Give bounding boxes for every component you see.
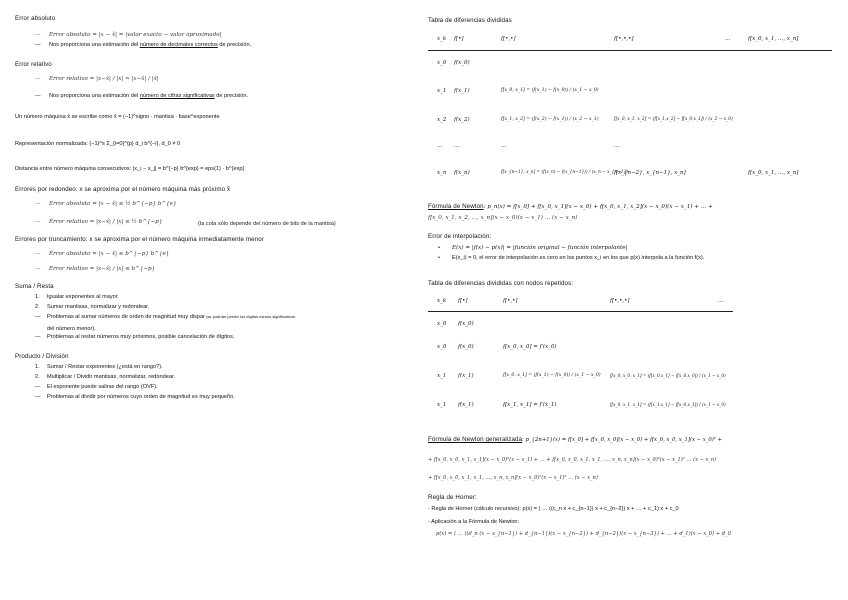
table-cell: f[x_0, x_1, x_1] = (f[x_1,x_1] − f[x_0,x_1]) / (x_1 − x_0)	[610, 402, 726, 407]
header-cell: x_k	[437, 36, 447, 42]
sum-problem-2: — Problemas al restar números muy próximos, posible cancelación de dígitos.	[35, 334, 235, 340]
rel-error-heading: Error relativo	[15, 61, 52, 68]
rounding-rel-note: (la cota sólo depende del número de bits de la mantisa)	[198, 221, 336, 227]
table-cell: x_0	[437, 60, 447, 66]
rounding-heading: Errores por redondeo: x se aproxima por el número máquina más próximo x̂	[15, 186, 231, 193]
table-row	[428, 143, 833, 153]
table-row	[428, 88, 833, 98]
table-row	[428, 60, 833, 70]
header-cell: f[•,•]	[503, 298, 518, 304]
divided-table-title: Tabla de diferencias divididas	[428, 17, 512, 24]
repeated-table-title: Tabla de diferencias divididas con nodos repetidos:	[428, 280, 574, 287]
repeated-table-rule	[428, 311, 733, 312]
truncation-heading: Errores por truncamiento: x se aproxima por el número máquina inmediatamente menor	[15, 236, 264, 243]
product-heading: Producto / División	[15, 353, 69, 360]
header-cell: …	[718, 298, 724, 304]
table-cell: f(x_1)	[458, 373, 474, 379]
table-cell: f(x_2)	[454, 117, 470, 123]
table-cell: …	[437, 143, 443, 149]
product-problem-1: — El exponente puede salirse del rango (OVF).	[35, 384, 158, 390]
header-cell: f[•,•]	[501, 36, 516, 42]
truncation-abs: — Error absoluto = |x − x̂| ≤ b^{−p} b^{e}	[35, 251, 170, 257]
header-cell: f[•,•,•]	[614, 36, 634, 42]
table-cell: f(x_0)	[458, 321, 474, 327]
rounding-rel: — Error relativo = |x−x̂| / |x| ≤ ½ b^{−p}	[35, 219, 163, 225]
table-cell: f(x_1)	[458, 402, 474, 408]
table-cell: f(x_0)	[454, 60, 470, 66]
horner-newton-label: - Aplicación a la Fórmula de Newton:	[428, 519, 520, 525]
table-cell: f[x_0, x_1] = (f(x_1) − f(x_0)) / (x_1 − x_0)	[501, 88, 599, 93]
rounding-abs: — Error absoluto = |x − x̂| ≤ ½ b^{−p} b^{e}	[35, 201, 177, 207]
table-cell: f[x_0, x_0, x_1] = (f[x_0,x_1] − f[x_0,x_0]) / (x_1 − x_0)	[610, 373, 726, 378]
table-cell: x_n	[437, 170, 447, 176]
interp-error-bullet-2: • E(x_i) = 0, el error de interpolación es cero en los puntos x_i en los que p(x) interpola a la función f(x).	[438, 255, 705, 261]
table-row	[428, 321, 833, 331]
sum-step-1: 1. Igualar exponentes al mayor.	[35, 294, 119, 300]
table-cell: f[x_0, x_1, …, x_n]	[748, 170, 799, 176]
table-cell: x_1	[437, 402, 447, 408]
generalized-newton-formula: Fórmula de Newton generalizada: p_{2n+1}(x) = f[x_0] + f[x_0, x_0](x − x_0) + f[x_0, x_0, x_1](x − x_0)² +	[428, 436, 723, 443]
interp-error-heading: Error de interpolación:	[428, 233, 492, 240]
table-cell: f[x_0, x_0] = f′(x_0)	[503, 344, 557, 350]
product-problem-2: — Problemas al dividir por números cuyo orden de magnitud es muy pequeño.	[35, 394, 235, 400]
generalized-newton-cont-1: + f[x_0, x_0, x_1, x_1](x − x_0)²(x − x_1) + … + f[x_0, x_0, x_1, x_1, …, x_n, x_n](x − x_0)²(x − x_1)² … (x − x_n)	[428, 457, 717, 463]
table-cell: f[x_{n−2}, x_{n−1}, x_n]	[614, 170, 686, 176]
machine-distance: Distancia entre número máquina consecutivos: |x_i − x_j| = b^{−p} b^{exp} = eps(1) · b^{exp}	[15, 166, 245, 172]
product-step-1: 1. Sumar / Restar exponentes (¿está en rango?).	[35, 364, 163, 370]
machine-number: Un número máquina x̂ se escribe como x̂ = (−1)^signo · mantisa · base^exponente	[15, 114, 220, 120]
header-cell: …	[725, 36, 731, 42]
repeated-table-header	[428, 298, 833, 308]
table-cell: f[x_0, x_1] = (f(x_1) − f(x_0)) / (x_1 − x_0)	[503, 373, 601, 378]
header-cell: f[•]	[454, 36, 464, 42]
header-cell: f[x_0, x_1, …, x_n]	[748, 36, 799, 42]
table-cell: x_1	[437, 373, 447, 379]
table-cell: x_2	[437, 117, 447, 123]
truncation-rel: — Error relativo = |x−x̂| / |x| ≤ b^{−p}	[35, 266, 156, 272]
table-cell: f[x_1, x_2] = (f(x_2) − f(x_1)) / (x_2 − x_1)	[501, 117, 599, 122]
header-cell: f[•]	[458, 298, 468, 304]
sum-problem-1: — Problemas al sumar números de orden de magnitud muy dispar (se podrían perder los dígitos menos significativos	[35, 314, 295, 320]
abs-error-note: — Nos proporciona una estimación del número de decimales correctos de precisión.	[35, 42, 252, 48]
table-cell: f(x_0)	[458, 344, 474, 350]
header-cell: f[•,•,•]	[610, 298, 630, 304]
table-cell: f[x_{n−1}, x_n] = (f(x_n) − f(x_{n−1})) / (x_n − x_{n−1})	[501, 170, 628, 175]
newton-formula: Fórmula de Newton: p_n(x) = f[x_0] + f[x_0, x_1](x − x_0) + f[x_0, x_1, x_2](x − x_0)(x − x_1) + … +	[428, 203, 713, 210]
divided-table-header	[428, 36, 833, 46]
table-cell: f(x_n)	[454, 170, 470, 176]
table-cell: x_1	[437, 88, 447, 94]
table-cell: …	[614, 143, 620, 149]
abs-error-formula: — Error absoluto = |x − x̂| = |valor exacto − valor aproximado|	[35, 32, 222, 38]
table-row	[428, 373, 833, 383]
sum-heading: Suma / Resta	[15, 283, 54, 290]
table-row	[428, 344, 833, 354]
header-cell: x_k	[437, 298, 447, 304]
normalized-representation: Representación normalizada: (−1)^s Σ_{i=0}^{p} d_i b^{−i}, d_0 ≠ 0	[15, 141, 181, 147]
table-cell: x_0	[437, 344, 447, 350]
horner-heading: Regla de Horner:	[428, 494, 477, 501]
newton-formula-cont: f[x_0, x_1, x_2, …, x_n](x − x_0)(x − x_1) … (x − x_n)	[428, 215, 578, 221]
table-row	[428, 402, 833, 412]
horner-rule: - Regla de Horner (cálculo recursivo): p(x) = ( … ((c_n x + c_{n−1}) x + c_{n−2}) x + … + c_1) x + c_0	[428, 506, 679, 512]
table-cell: …	[501, 143, 507, 149]
rel-error-note: — Nos proporciona una estimación del número de cifras significativas de precisión.	[35, 93, 249, 99]
table-cell: f[x_1, x_1] = f′(x_1)	[503, 402, 557, 408]
product-step-2: 2. Multiplicar / Dividir mantisas, normalizar, redondear.	[35, 374, 176, 380]
interp-error-bullet-1: • E(x) = |f(x) − p(x)| = |función original − función interpolante|	[438, 245, 628, 251]
abs-error-heading: Error absoluto	[15, 15, 56, 22]
divided-table-rule	[428, 50, 832, 51]
table-cell: …	[454, 143, 460, 149]
table-cell: f[x_0, x_1, x_2] = (f[x_1,x_2] − f[x_0,x_1]) / (x_2 − x_0)	[614, 117, 733, 122]
table-cell: x_0	[437, 321, 447, 327]
rel-error-formula: — Error relativo = |x−x̂| / |x| ≈ |x−x̂| / |x̂|	[35, 76, 159, 82]
horner-newton-formula: p(x) = ( … ((d_n (x − x_{n−1}) + d_{n−1})(x − x_{n−2}) + d_{n−2})(x − x_{n−3}) + … + d_1)(x − x_0) + d_0	[436, 531, 731, 537]
sum-step-2: 2. Sumar mantisas, normalizar y redondear.	[35, 304, 150, 310]
table-row	[428, 117, 833, 127]
table-cell: f(x_1)	[454, 88, 470, 94]
generalized-newton-cont-2: + f[x_0, x_0, x_1, x_1, …, x_n, x_n](x − x_0)²(x − x_1)² … (x − x_n)	[428, 475, 598, 481]
table-row	[428, 170, 833, 180]
sum-problem-1-cont: del número menor).	[47, 326, 96, 332]
